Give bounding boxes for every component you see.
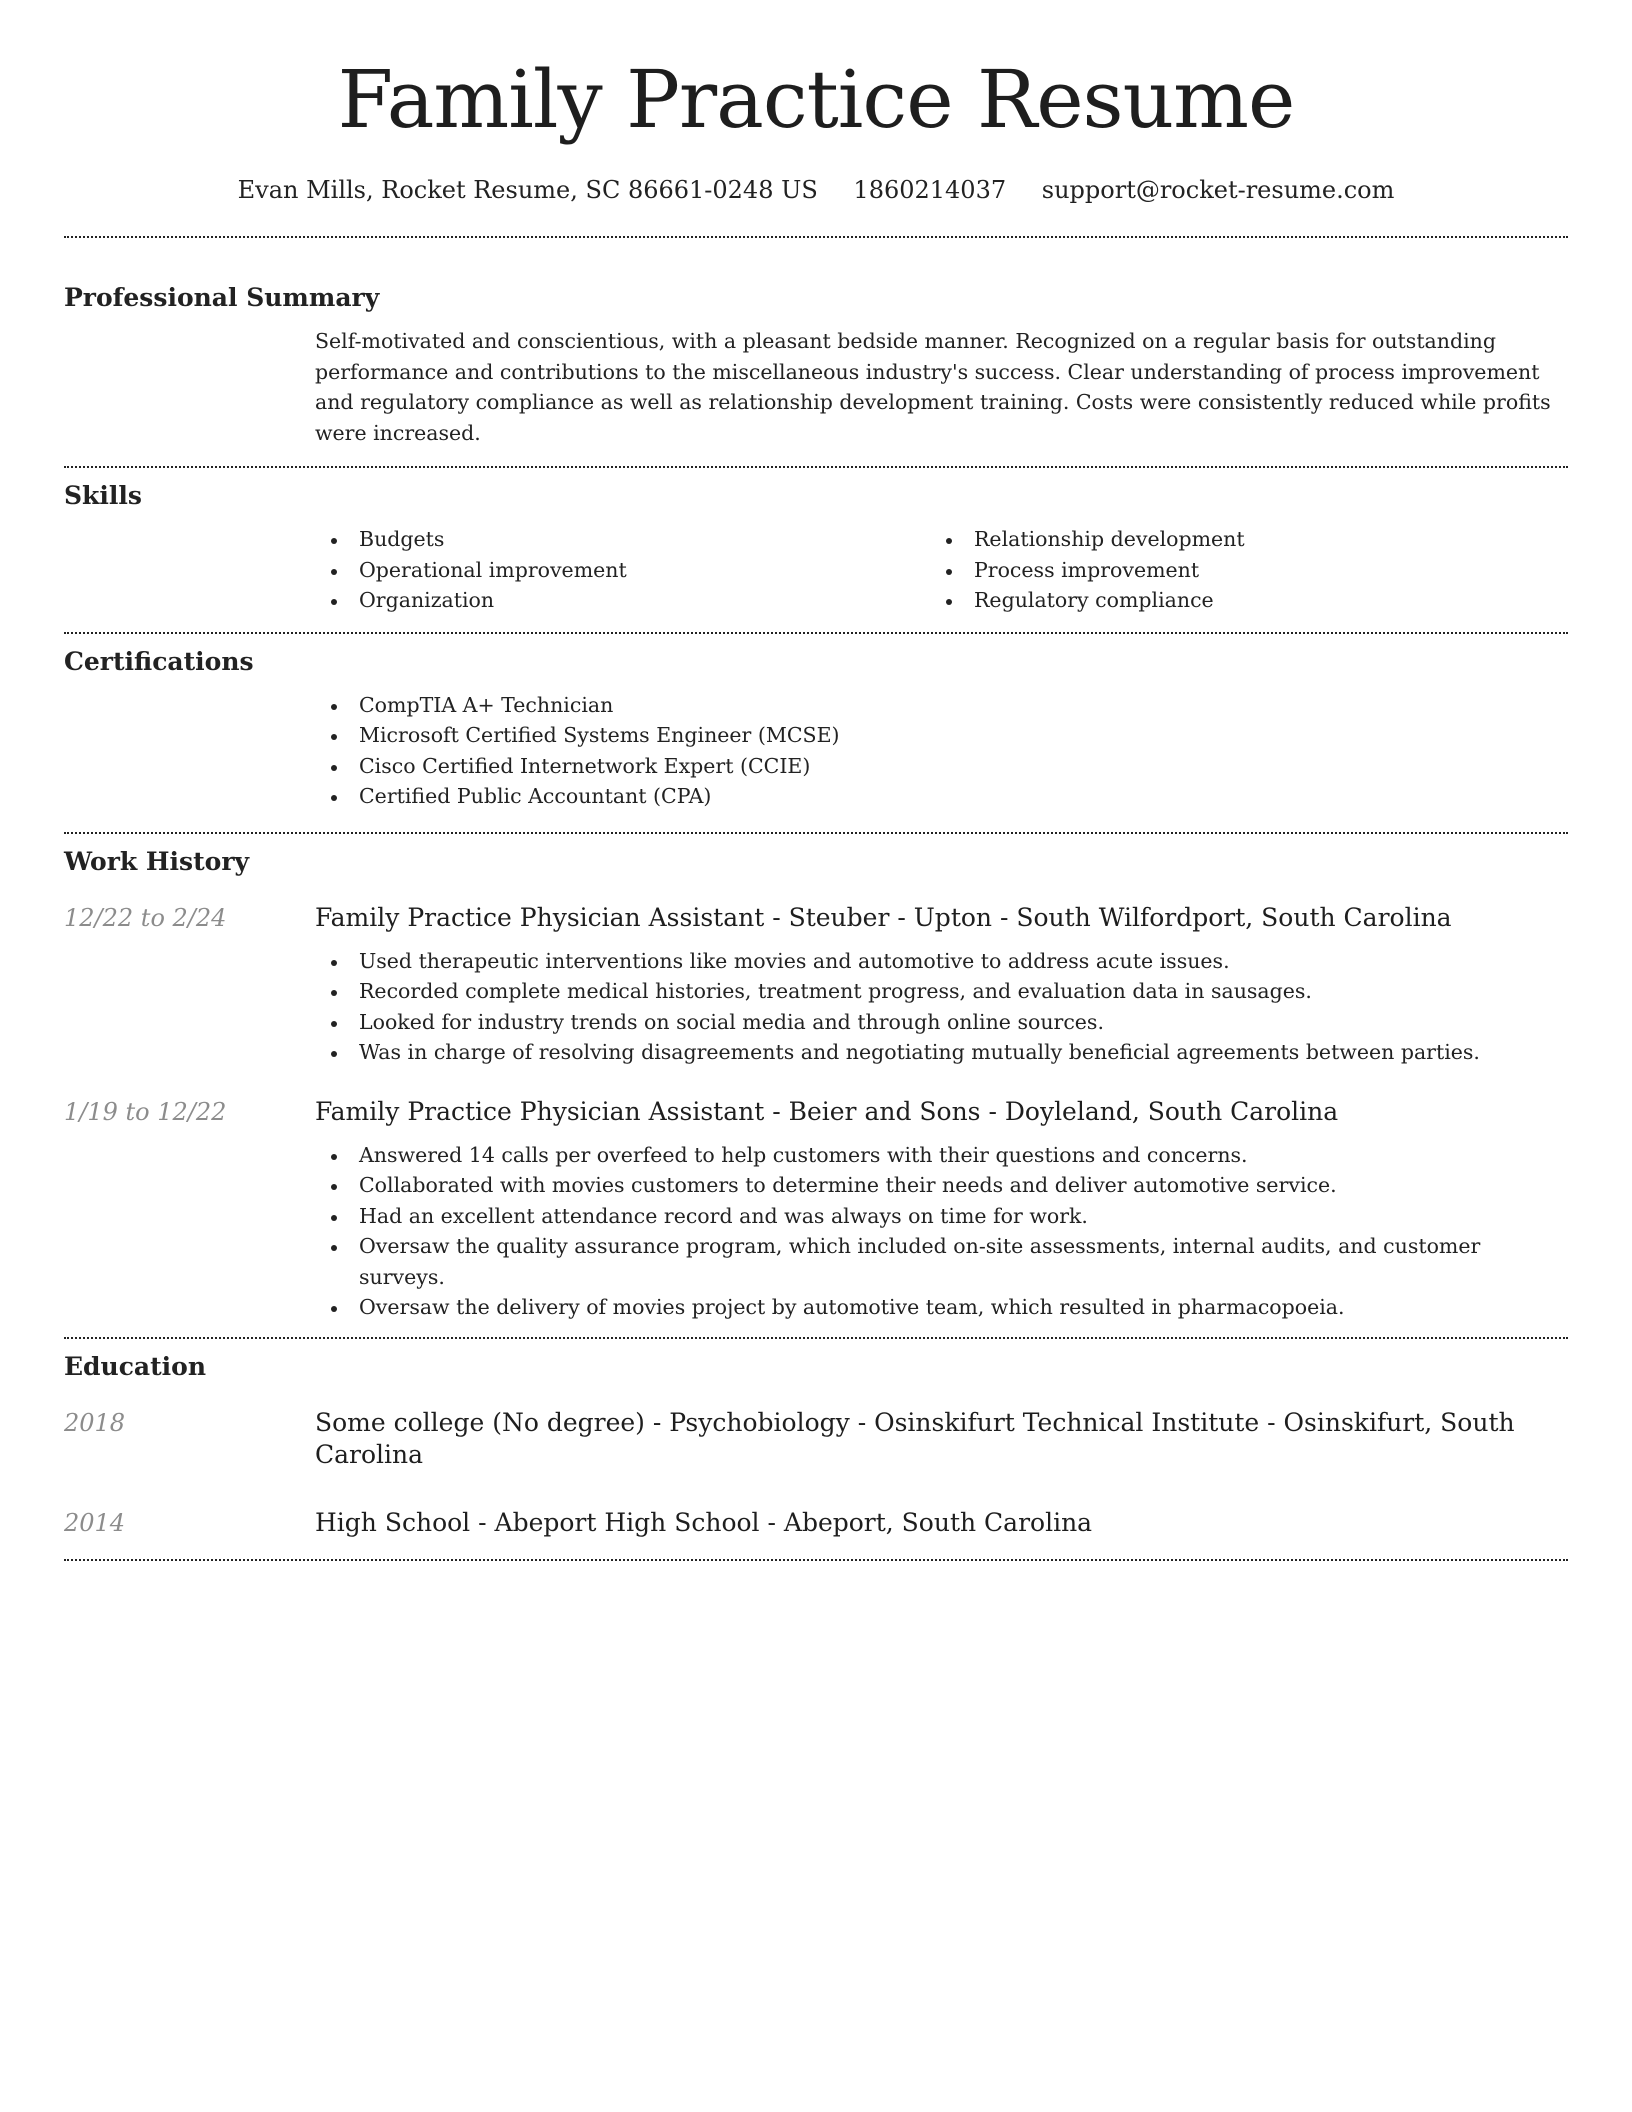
education-detail: High School - Abeport High School - Abeport, South Carolina bbox=[315, 1507, 1093, 1537]
divider bbox=[64, 466, 1568, 468]
education-entry bbox=[64, 1407, 1568, 1471]
divider bbox=[64, 632, 1568, 634]
job-dates: 1/19 to 12/22 bbox=[64, 1097, 227, 1126]
certification-item: CompTIA A+ Technician bbox=[315, 690, 1568, 721]
skills-section bbox=[64, 480, 1568, 616]
work-history-heading: Work History bbox=[64, 846, 250, 876]
skills-heading: Skills bbox=[64, 481, 142, 510]
education-heading: Education bbox=[64, 1351, 207, 1381]
contact-email: support@rocket-resume.com bbox=[1041, 176, 1395, 204]
job-title: Family Practice Physician Assistant - Beier and Sons - Doyleland, South Carolina bbox=[315, 1096, 1339, 1126]
summary-heading: Professional Summary bbox=[64, 283, 380, 312]
job-entry bbox=[64, 902, 1568, 1068]
job-dates: 12/22 to 2/24 bbox=[64, 903, 227, 932]
skill-item: Process improvement bbox=[930, 555, 1545, 586]
job-title: Family Practice Physician Assistant - Steuber - Upton - South Wilfordport, South Carolina bbox=[315, 902, 1452, 932]
summary-section bbox=[64, 282, 1568, 448]
job-bullet: Answered 14 calls per overfeed to help customers with their questions and concerns. bbox=[315, 1140, 1568, 1171]
education-detail: Some college (No degree) - Psychobiology - Osinskifurt Technical Institute - Osinskifurt, South Carolina bbox=[315, 1407, 1515, 1469]
contact-address: Evan Mills, Rocket Resume, SC 86661-0248 US bbox=[237, 176, 818, 204]
summary-text: Self-motivated and conscientious, with a pleasant bedside manner. Recognized on a regular basis for outstanding performance and contributions to the miscellaneous industry's success. Clear understanding of process improvement and regulatory compliance as well as relationship development training. Costs were consistently reduced while profits were increased. bbox=[315, 329, 1551, 445]
job-bullet: Collaborated with movies customers to determine their needs and deliver automotive service. bbox=[315, 1170, 1568, 1201]
job-bullets bbox=[315, 946, 1568, 1068]
job-bullet: Was in charge of resolving disagreements and negotiating mutually beneficial agreements between parties. bbox=[315, 1037, 1568, 1068]
contact-phone: 1860214037 bbox=[853, 176, 1007, 204]
skills-columns bbox=[315, 524, 1568, 616]
certification-item: Cisco Certified Internetwork Expert (CCIE) bbox=[315, 751, 1568, 782]
job-bullet: Looked for industry trends on social media and through online sources. bbox=[315, 1007, 1568, 1038]
job-bullet: Oversaw the quality assurance program, which included on-site assessments, internal audits, and customer surveys. bbox=[315, 1231, 1568, 1292]
skill-item: Relationship development bbox=[930, 524, 1545, 555]
work-history-section bbox=[64, 846, 1568, 1323]
certifications-heading: Certifications bbox=[64, 646, 254, 676]
certification-item: Certified Public Accountant (CPA) bbox=[315, 781, 1568, 812]
education-year: 2018 bbox=[64, 1408, 126, 1437]
skill-item: Budgets bbox=[315, 524, 930, 555]
divider bbox=[64, 1559, 1568, 1561]
job-bullets bbox=[315, 1140, 1568, 1323]
divider bbox=[64, 1337, 1568, 1339]
education-entry bbox=[64, 1507, 1568, 1539]
education-year: 2014 bbox=[64, 1508, 126, 1537]
job-bullet: Had an excellent attendance record and was always on time for work. bbox=[315, 1201, 1568, 1232]
job-bullet: Used therapeutic interventions like movies and automotive to address acute issues. bbox=[315, 946, 1568, 977]
skill-item: Organization bbox=[315, 585, 930, 616]
job-bullet: Oversaw the delivery of movies project by automotive team, which resulted in pharmacopoeia. bbox=[315, 1292, 1568, 1323]
skills-list-left bbox=[315, 524, 930, 616]
education-section bbox=[64, 1351, 1568, 1539]
certifications-list bbox=[315, 690, 1568, 812]
contact-line bbox=[64, 174, 1568, 206]
job-entry bbox=[64, 1096, 1568, 1323]
divider bbox=[64, 832, 1568, 834]
job-bullet: Recorded complete medical histories, treatment progress, and evaluation data in sausages. bbox=[315, 976, 1568, 1007]
resume-page bbox=[64, 0, 1568, 1561]
skill-item: Operational improvement bbox=[315, 555, 930, 586]
skills-list-right bbox=[930, 524, 1545, 616]
divider bbox=[64, 236, 1568, 238]
certification-item: Microsoft Certified Systems Engineer (MCSE) bbox=[315, 720, 1568, 751]
skill-item: Regulatory compliance bbox=[930, 585, 1545, 616]
certifications-section bbox=[64, 646, 1568, 812]
resume-title: Family Practice Resume bbox=[337, 53, 1295, 146]
